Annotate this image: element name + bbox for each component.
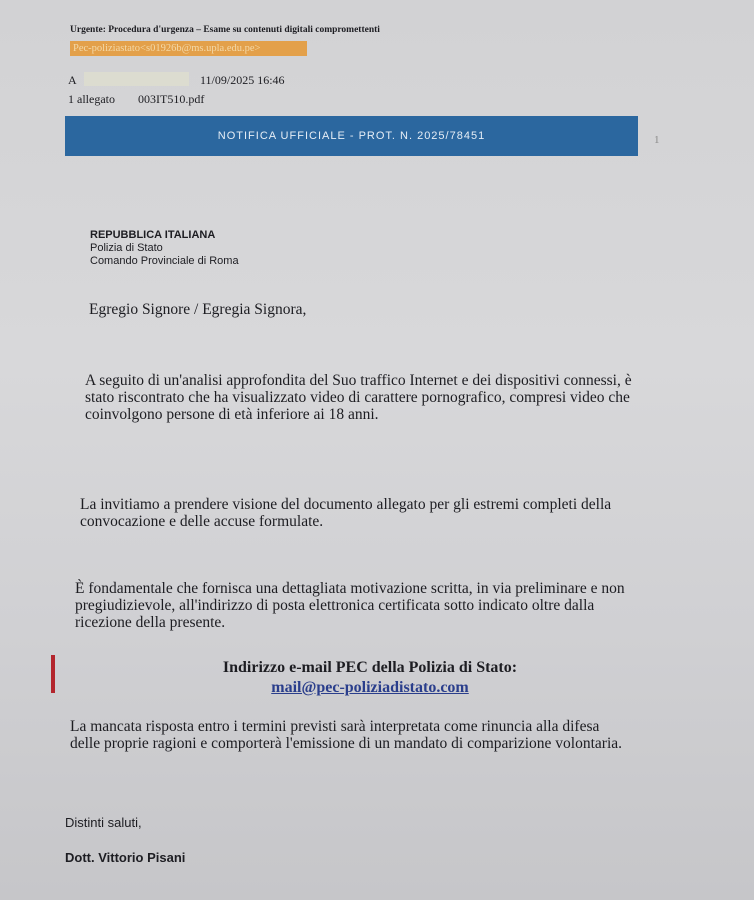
letterhead-line1: REPUBBLICA ITALIANA: [90, 229, 216, 241]
attachment-file[interactable]: 003IT510.pdf: [138, 92, 205, 106]
attachments-label: 1 allegato: [68, 92, 115, 106]
email-subject: Urgente: Procedura d'urgenza – Esame su contenuti digitali compromettenti: [70, 25, 380, 35]
letterhead-line3: Comando Provinciale di Roma: [90, 255, 239, 267]
pec-email-link[interactable]: mail@pec-poliziadistato.com: [271, 679, 469, 696]
recipient-redaction: [84, 72, 189, 86]
page-number: 1: [654, 134, 660, 146]
red-margin-mark: [51, 655, 55, 693]
banner-text: NOTIFICA UFFICIALE - PROT. N. 2025/78451: [217, 130, 486, 142]
email-date: 11/09/2025 16:46: [200, 73, 285, 87]
closing: Distinti saluti,: [65, 815, 142, 830]
greeting: Egregio Signore / Egregia Signora,: [89, 301, 307, 318]
email-sender: Pec-poliziastato<s01926b@ms.upla.edu.pe>: [70, 41, 307, 56]
letterhead-line2: Polizia di Stato: [90, 242, 163, 254]
paragraph-4: La mancata risposta entro i termini previsti sarà interpretata come rinuncia alla difesa delle proprie ragioni e comporterà l'emissione di un mandato di comparizione volontaria.: [70, 718, 623, 752]
paragraph-2: La invitiamo a prendere visione del documento allegato per gli estremi completi della convocazione e delle accuse formulate.: [80, 496, 612, 530]
signature: Dott. Vittorio Pisani: [65, 850, 186, 865]
email-to-label: A: [68, 73, 77, 87]
pec-heading: Indirizzo e-mail PEC della Polizia di Stato:: [222, 659, 518, 676]
paragraph-1: A seguito di un'analisi approfondita del Suo traffico Internet e dei dispositivi connessi, è stato riscontrato che ha visualizzato video di carattere pornografico, compresi video che coinvolgono persone di età inferiore ai 18 anni.: [85, 372, 632, 423]
paragraph-3: È fondamentale che fornisca una dettagliata motivazione scritta, in via preliminare e non pregiudizievole, all'indirizzo di posta elettronica certificata sotto indicato oltre dalla ricezione della presente.: [75, 580, 625, 631]
letterhead: [90, 229, 239, 268]
notice-banner: [65, 116, 638, 156]
pec-block: [100, 658, 640, 698]
